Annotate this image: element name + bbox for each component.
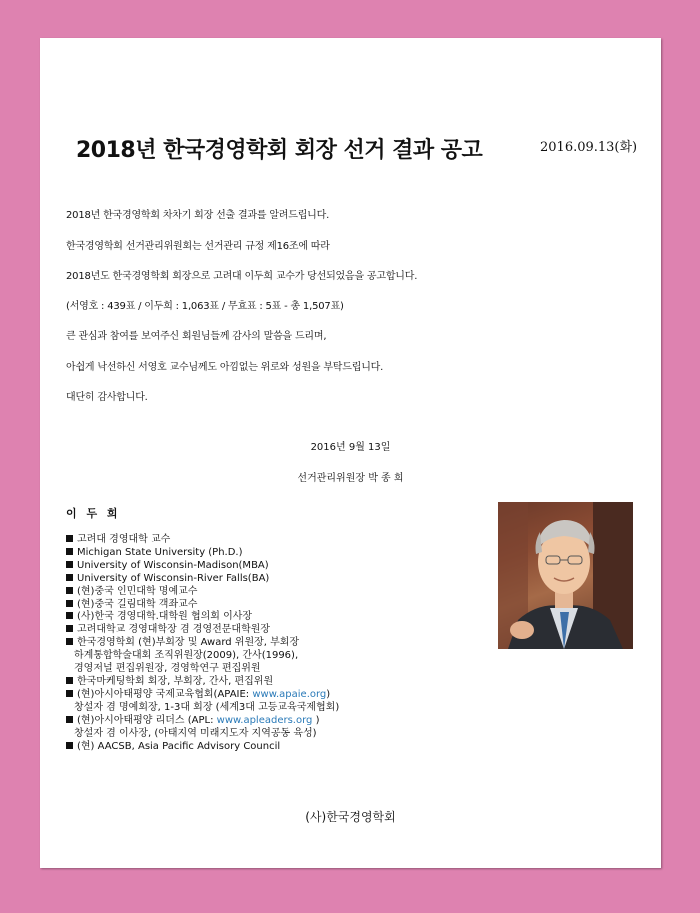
cv-item-text: 하계통합학술대회 조직위원장(2009), 간사(1996), xyxy=(74,650,299,662)
website-link[interactable]: www.apleaders.org xyxy=(216,714,313,726)
cv-item-text: 고려대학교 경영대학장 겸 경영전문대학원장 xyxy=(77,624,271,636)
cv-item xyxy=(66,573,339,586)
body-line: 한국경영학회 선거관리위원회는 선거관리 규정 제16조에 따라 xyxy=(66,241,330,252)
body-line: 큰 관심과 참여를 보여주신 회원님들께 감사의 말씀을 드리며, xyxy=(66,331,327,342)
cv-item xyxy=(66,715,339,728)
body-line: 2018년도 한국경영학회 회장으로 고려대 이두희 교수가 당선되었음을 공고합니다. xyxy=(66,271,418,282)
cv-item xyxy=(66,599,339,612)
cv-item-text: 경영저널 편집위원장, 경영학연구 편집위원 xyxy=(74,663,261,675)
square-bullet-icon xyxy=(66,587,73,594)
body-line: 아쉽게 낙선하신 서영호 교수님께도 아낌없는 위로와 성원을 부탁드립니다. xyxy=(66,362,384,373)
cv-item-text: (현) AACSB, Asia Pacific Advisory Council xyxy=(77,740,281,752)
cv-item xyxy=(66,560,339,573)
website-link[interactable]: www.apaie.org xyxy=(252,688,327,700)
cv-item-text: 한국경영학회 (현)부회장 및 Award 위원장, 부회장 xyxy=(77,637,300,649)
cv-item-text: University of Wisconsin-Madison(MBA) xyxy=(77,559,269,571)
square-bullet-icon xyxy=(66,548,73,555)
cv-item xyxy=(66,689,339,702)
cv-item xyxy=(66,637,339,650)
cv-item xyxy=(66,611,339,624)
notice-title: 2018년 한국경영학회 회장 선거 결과 공고 xyxy=(76,138,483,163)
signature-name: 선거관리위원장 박 종 희 xyxy=(297,473,404,484)
square-bullet-icon xyxy=(66,742,73,749)
square-bullet-icon xyxy=(66,600,73,607)
cv-item xyxy=(66,624,339,637)
cv-item xyxy=(66,702,339,715)
body-line: (서영호 : 439표 / 이두희 : 1,063표 / 무효표 : 5표 - 총 1,507표) xyxy=(66,301,344,312)
square-bullet-icon xyxy=(66,535,73,542)
cv-item-text: Michigan State University (Ph.D.) xyxy=(77,546,243,558)
cv-item xyxy=(66,547,339,560)
square-bullet-icon xyxy=(66,612,73,619)
cv-item-text: 창설자 겸 명예회장, 1-3대 회장 (세계3대 고등교육국제협회) xyxy=(74,701,340,713)
signature-date: 2016년 9월 13일 xyxy=(310,442,391,453)
portrait-icon xyxy=(498,502,633,649)
square-bullet-icon xyxy=(66,638,73,645)
square-bullet-icon xyxy=(66,677,73,684)
square-bullet-icon xyxy=(66,716,73,723)
cv-list xyxy=(66,534,339,753)
cv-item-text: University of Wisconsin-River Falls(BA) xyxy=(77,572,270,584)
cv-item-text: (현)아시아태평양 국제교육협회(APAIE: xyxy=(77,688,253,700)
body-line: 2018년 한국경영학회 차차기 회장 선출 결과를 알려드립니다. xyxy=(66,210,330,221)
cv-item xyxy=(66,534,339,547)
cv-item-text: 고려대 경영대학 교수 xyxy=(77,534,171,545)
cv-item xyxy=(66,728,339,741)
cv-item xyxy=(66,586,339,599)
cv-item-suffix: ) xyxy=(312,714,320,726)
cv-item-text: 창설자 겸 이사장, (아태지역 미래지도자 지역공동 육성) xyxy=(74,727,317,739)
square-bullet-icon xyxy=(66,690,73,697)
body-line: 대단히 감사합니다. xyxy=(66,392,148,403)
cv-item-text: (현)중국 인민대학 명예교수 xyxy=(77,585,198,597)
cv-item-text: (현)중국 길림대학 객좌교수 xyxy=(77,598,198,610)
cv-item-text: (사)한국 경영대학.대학원 협의회 이사장 xyxy=(77,611,253,623)
portrait-photo xyxy=(498,502,633,649)
notice-paper xyxy=(40,38,661,868)
cv-item xyxy=(66,741,339,754)
cv-item xyxy=(66,663,339,676)
cv-item-suffix: ) xyxy=(326,688,331,700)
cv-item xyxy=(66,650,339,663)
cv-item xyxy=(66,676,339,689)
square-bullet-icon xyxy=(66,625,73,632)
profile-name: 이 두 희 xyxy=(66,507,121,520)
footer-organization: (사)한국경영학회 xyxy=(305,810,396,824)
notice-date: 2016.09.13(화) xyxy=(540,140,638,155)
cv-item-text: 한국마케팅학회 회장, 부회장, 간사, 편집위원 xyxy=(77,675,274,687)
square-bullet-icon xyxy=(66,561,73,568)
cv-item-text: (현)아시아태평양 리더스 (APL: xyxy=(77,714,217,726)
square-bullet-icon xyxy=(66,574,73,581)
